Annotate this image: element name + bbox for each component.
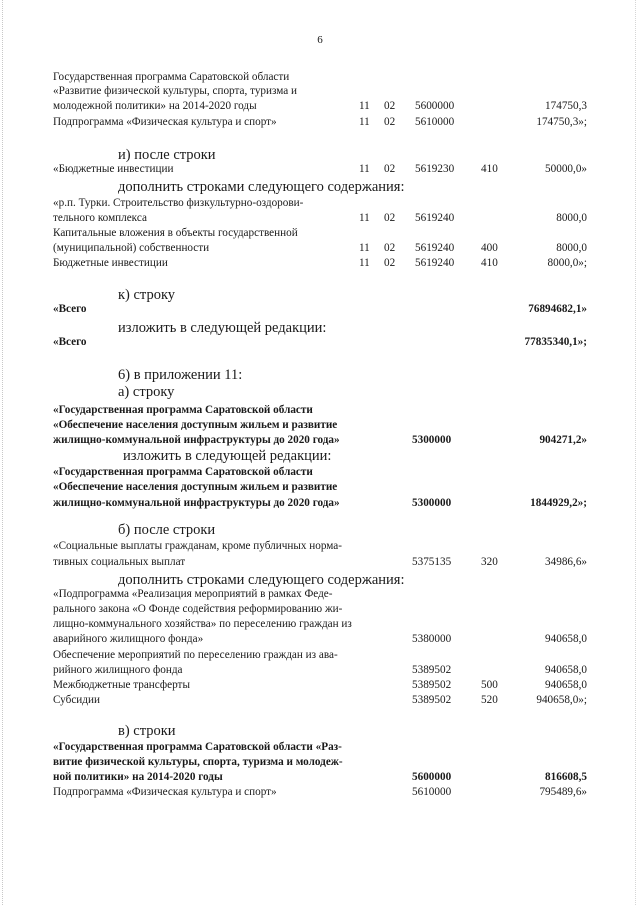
text-line: «р.п. Турки. Строительство физкультурно-оздорови- <box>53 197 304 209</box>
section-subheading: изложить в следующей редакции: <box>123 448 332 464</box>
table-row: аварийного жилищного фонда» 5380000 940658,0 <box>53 633 587 645</box>
table-row: молодежной политики» на 2014-2020 годы 11 02 5600000 174750,3 <box>53 100 587 112</box>
text-line: лищно-коммунального хозяйства» по переселению граждан из <box>53 618 352 630</box>
table-row: тивных социальных выплат 5375135 320 34986,6» <box>53 556 587 568</box>
table-row: рийного жилищного фонда 5389502 940658,0 <box>53 664 587 676</box>
text-line: «Социальные выплаты гражданам, кроме публичных норма- <box>53 540 342 552</box>
table-row: тельного комплекса 11 02 5619240 8000,0 <box>53 212 587 224</box>
text-line: «Государственная программа Саратовской области «Раз- <box>53 741 342 753</box>
text-line: Капитальные вложения в объекты государственной <box>53 227 298 239</box>
text-line: Обеспечение мероприятий по переселению граждан из ава- <box>53 649 338 661</box>
table-row: Подпрограмма «Физическая культура и спорт» 5610000 795489,6» <box>53 786 587 798</box>
section-heading: и) после строки <box>118 147 216 163</box>
text-line: «Обеспечение населения доступным жильем и развитие <box>53 419 338 431</box>
section-subheading: дополнить строками следующего содержания: <box>118 572 405 588</box>
text-line: «Развитие физической культуры, спорта, туризма и <box>53 85 298 97</box>
table-row: «Бюджетные инвестиции 11 02 5619230 410 50000,0» <box>53 163 587 175</box>
text-line: рального закона «О Фонде содействия реформированию жи- <box>53 603 343 615</box>
section-heading: в) строки <box>118 723 176 739</box>
table-row: жилищно-коммунальной инфраструктуры до 2020 года» 5300000 1844929,2»; <box>53 497 587 509</box>
scan-edge-right <box>635 0 637 905</box>
table-row: Субсидии 5389502 520 940658,0»; <box>53 694 587 706</box>
table-row: «Всего 77835340,1»; <box>53 336 587 348</box>
table-row: жилищно-коммунальной инфраструктуры до 2020 года» 5300000 904271,2» <box>53 434 587 446</box>
scan-edge-left <box>2 0 4 905</box>
table-row: ной политики» на 2014-2020 годы 5600000 816608,5 <box>53 771 587 783</box>
section-subheading: дополнить строками следующего содержания: <box>118 179 405 195</box>
table-row: Подпрограмма «Физическая культура и спорт» 11 02 5610000 174750,3»; <box>53 116 587 128</box>
text-line: «Государственная программа Саратовской области <box>53 466 313 478</box>
table-row: «Всего 76894682,1» <box>53 303 587 315</box>
section-heading: б) после строки <box>118 522 216 538</box>
text-line: «Обеспечение населения доступным жильем и развитие <box>53 481 338 493</box>
table-row: (муниципальной) собственности 11 02 5619240 400 8000,0 <box>53 242 587 254</box>
section-subheading: изложить в следующей редакции: <box>118 320 327 336</box>
text-line: витие физической культуры, спорта, туризма и молодеж- <box>53 756 343 768</box>
section-heading: 6) в приложении 11: <box>118 367 243 383</box>
page-number: 6 <box>317 34 323 46</box>
section-heading: к) строку <box>118 287 176 303</box>
text-line: «Подпрограмма «Реализация мероприятий в рамках Феде- <box>53 588 333 600</box>
table-row: Бюджетные инвестиции 11 02 5619240 410 8000,0»; <box>53 257 587 269</box>
section-subheading: а) строку <box>118 384 175 400</box>
table-row: Межбюджетные трансферты 5389502 500 940658,0 <box>53 679 587 691</box>
text-line: «Государственная программа Саратовской области <box>53 404 313 416</box>
text-line: Государственная программа Саратовской области <box>53 71 290 83</box>
